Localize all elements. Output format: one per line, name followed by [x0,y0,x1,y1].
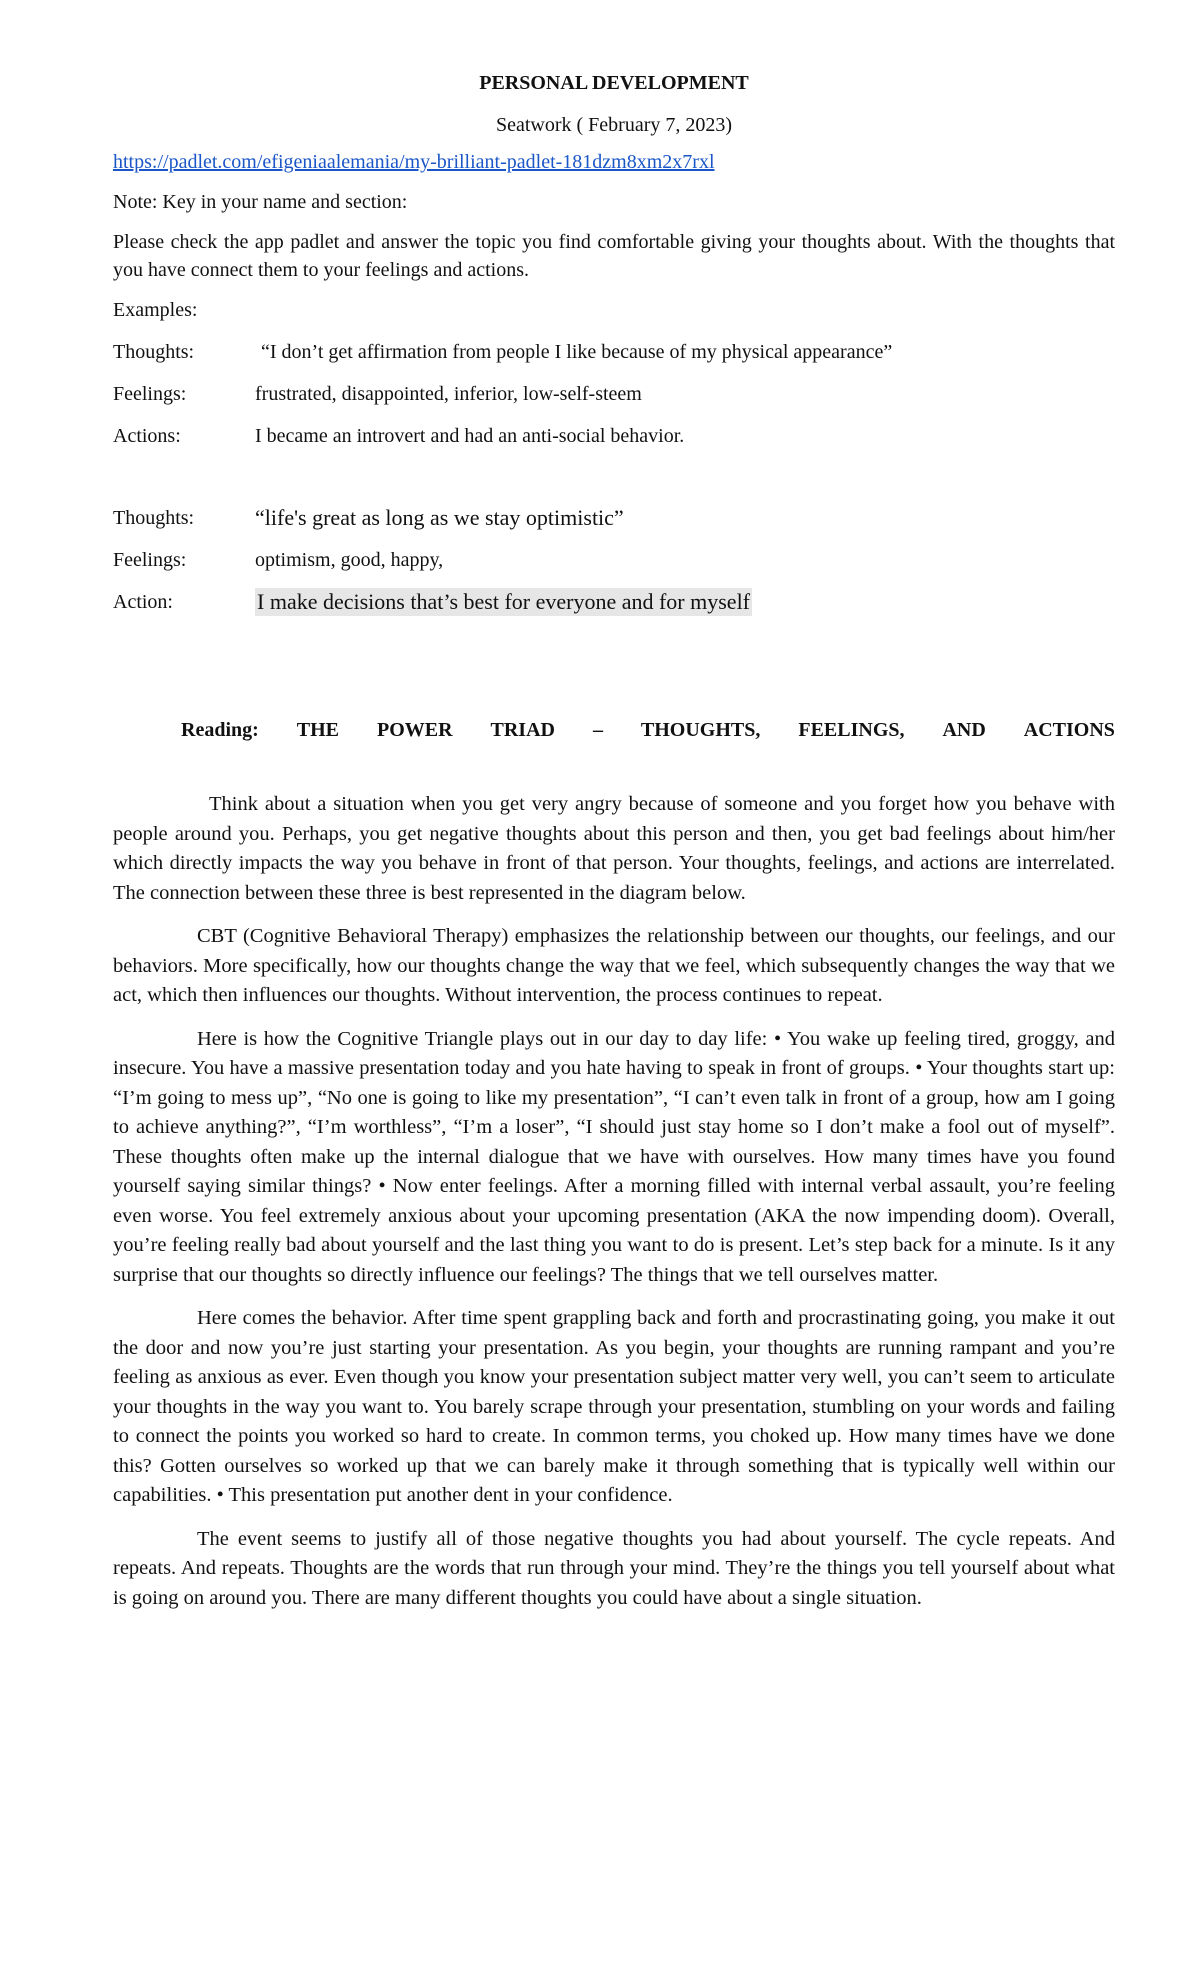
padlet-link[interactable]: https://padlet.com/efigeniaalemania/my-brilliant-padlet-181dzm8xm2x7rxl [113,151,715,173]
examples-label: Examples: [113,299,198,321]
page-title: PERSONAL DEVELOPMENT [479,72,749,94]
example-block-1 [113,338,1115,450]
feelings-label: Feelings: [113,383,187,405]
reading-heading-word: AND [942,719,986,741]
thoughts-label: Thoughts: [113,341,195,363]
thoughts-value: “I don’t get affirmation from people I like because of my physical appearance” [261,341,893,363]
reading-heading-word: ACTIONS [1023,719,1115,741]
reading-heading-word: THOUGHTS, [640,719,761,741]
example-row-action [113,588,1115,616]
reading-paragraph: CBT (Cognitive Behavioral Therapy) emphasizes the relationship between our thoughts, our feelings, and our behaviors. More specifically, how our thoughts change the way that we feel, which subsequently changes the way that we act, which then influences our thoughts. Without intervention, the process continues to repeat. [113,925,1115,1006]
thoughts-value: “life's great as long as we stay optimistic” [255,505,624,530]
spacer [113,616,1115,716]
feelings-value: optimism, good, happy, [255,549,444,571]
example-row-thoughts [113,338,1115,366]
feelings-label: Feelings: [113,549,187,571]
actions-label: Actions: [113,425,181,447]
reading-heading-word: – [592,719,603,741]
reading-heading-word: Reading: [181,719,259,741]
example-row-feelings [113,546,1115,574]
example-block-2 [113,504,1115,616]
example-row-thoughts [113,504,1115,532]
reading-heading-word: POWER [376,719,453,741]
page-subtitle: Seatwork ( February 7, 2023) [495,114,733,136]
actions-value: I became an introvert and had an anti-social behavior. [255,425,685,447]
note-text: Note: Key in your name and section: [113,191,408,213]
reading-paragraph: The event seems to justify all of those negative thoughts you had about yourself. The cycle repeats. And repeats. And repeats. Thoughts are the words that run through your mind. They’re the things you tell yourself about what is going on around you. There are many different thoughts you could have about a single situation. [113,1527,1115,1609]
instruction-text: Please check the app padlet and answer the topic you find comfortable giving your thoughts about. With the thoughts that you have connect them to your feelings and actions. [113,231,1115,281]
feelings-value: frustrated, disappointed, inferior, low-self-steem [255,383,642,405]
reading-heading [113,716,1115,744]
spacer [113,450,1115,490]
reading-paragraph: Think about a situation when you get very angry because of someone and you forget how you behave with people around you. Perhaps, you get negative thoughts about this person and then, you get bad feelings about him/her which directly impacts the way you behave in front of that person. Your thoughts, feelings, and actions are interrelated. The connection between these three is best represented in the diagram below. [113,793,1115,904]
reading-paragraph: Here comes the behavior. After time spent grappling back and forth and procrastinating going, you make it out the door and now you’re just starting your presentation. As you begin, your thoughts are running rampant and you’re feeling as anxious as ever. Even though you know your presentation subject matter very well, you can’t seem to articulate your thoughts in the way you want to. You barely scrape through your presentation, stumbling on your words and failing to connect the points you worked so hard to create. In common terms, you choked up. How many times have we done this? Gotten ourselves so worked up that we can barely make it through something that is typically well within our capabilities. • This presentation put another dent in your confidence. [113,1307,1115,1506]
action-label: Action: [113,591,173,613]
reading-heading-word: THE [296,719,340,741]
action-value: I make decisions that’s best for everyone and for myself [257,589,751,614]
spacer [113,744,1115,790]
reading-heading-word: TRIAD [490,719,555,741]
reading-paragraph: Here is how the Cognitive Triangle plays out in our day to day life: • You wake up feeling tired, groggy, and insecure. You have a massive presentation today and you hate having to speak in front of groups. • Your thoughts start up: “I’m going to mess up”, “No one is going to like my presentation”, “I can’t even talk in front of a group, how am I going to achieve anything?”, “I’m worthless”, “I’m a loser”, “I should just stay home so I don’t make a fool out of myself”. These thoughts often make up the internal dialogue that we have with ourselves. How many times have you found yourself saying similar things? • Now enter feelings. After a morning filled with internal verbal assault, you’re feeling even worse. You feel extremely anxious about your upcoming presentation (AKA the now impending doom). Overall, you’re feeling really bad about yourself and the last thing you want to do is present. Let’s step back for a minute. Is it any surprise that our thoughts so directly influence our feelings? The things that we tell ourselves matter. [113,1027,1115,1286]
reading-heading-word: FEELINGS, [798,719,905,741]
example-row-actions [113,422,1115,450]
example-row-feelings [113,380,1115,408]
thoughts-label: Thoughts: [113,507,195,529]
